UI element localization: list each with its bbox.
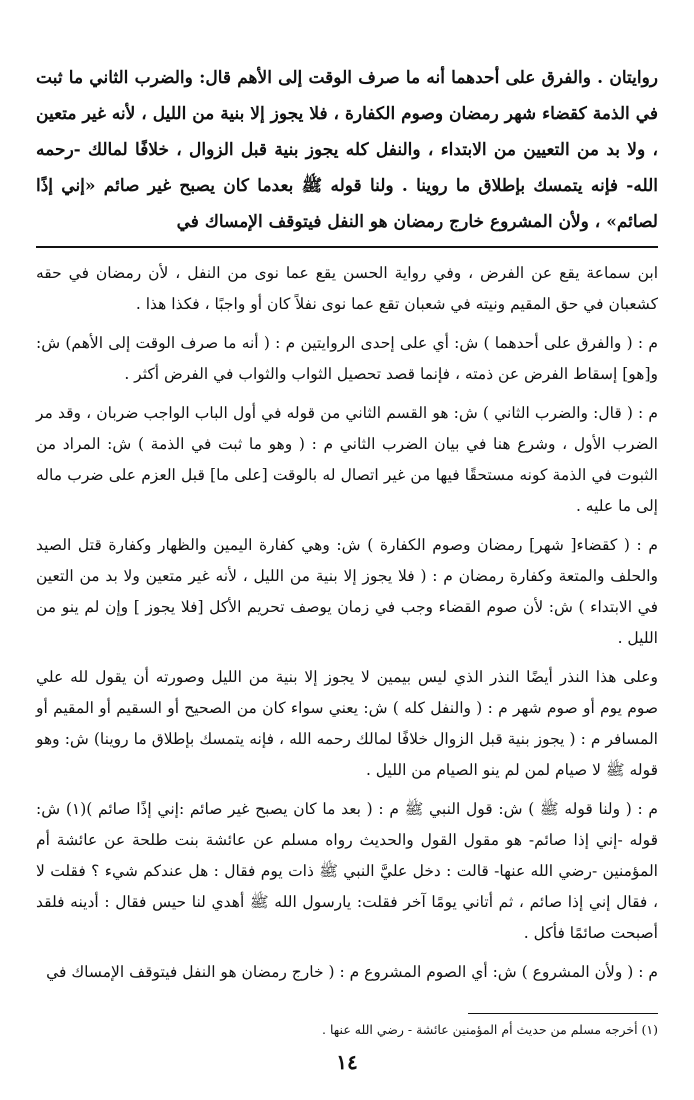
commentary-section	[36, 258, 658, 988]
page-number: ١٤	[336, 1050, 358, 1074]
footnote-divider	[468, 1013, 658, 1014]
main-text: روايتان . والفرق على أحدهما أنه ما صرف الوقت إلى الأهم قال: والضرب الثاني ما ثبت في الذمة كقضاء شهر رمضان وصوم الكفارة ، فلا يجوز إلا بنية من الليل ، لأنه غير متعين ، ولا بد من التعيين من الابتداء ، والنفل كله يجوز بنية قبل الزوال ، خلافًا لمالك -رحمه الله- فإنه يتمسك بإطلاق ما روينا . ولنا قوله ﷺ بعدما كان يصبح غير صائم «إني إذًا لصائم» ، ولأن المشروع خارج رمضان هو النفل فيتوقف الإمساك في	[36, 68, 658, 232]
commentary-paragraph: م : ( والفرق على أحدهما ) ش: أي على إحدى الروايتين م : ( أنه ما صرف الوقت إلى الأهم) ش: و[هو] إسقاط الفرض عن ذمته ، فإنما قصد تحصيل الثواب والثواب في الفرض أكثر .	[36, 334, 658, 383]
commentary-paragraph: م : ( كقضاء[ شهر] رمضان وصوم الكفارة ) ش: وهي كفارة اليمين والظهار وكفارة قتل الصيد والحلف والمتعة وكفارة رمضان م : ( فلا يجوز إلا بنية من الليل ، لأنه غير متعين ولا بد من التعين في الابتداء ) ش: لأن صوم القضاء وجب في زمان يوصف تحريم الأكل [فلا يجوز ] وإن لم ينو من الليل .	[36, 536, 658, 647]
commentary-paragraph: م : ( قال: والضرب الثاني ) ش: هو القسم الثاني من قوله في أول الباب الواجب ضربان ، وقد مر الضرب الأول ، وشرع هنا في بيان الضرب الثاني م : ( وهو ما ثبت في الذمة ) ش: المراد من الثبوت في الذمة كونه مستحقًا فيها من غير اتصال له بالوقت [على ما] قبل العزم على ضرب ماله إلى ما عليه .	[36, 404, 658, 515]
text-divider	[36, 246, 658, 248]
commentary-paragraph: ابن سماعة يقع عن الفرض ، وفي رواية الحسن يقع عما نوى من النفل ، لأن رمضان في حقه كشعبان في حق المقيم ونيته في شعبان تقع عما نوى نفلاً كان أو واجبًا ، فكذا هذا .	[36, 264, 658, 313]
footnote: (١) أخرجه مسلم من حديث أم المؤمنين عائشة - رضي الله عنها .	[322, 1022, 658, 1037]
commentary-paragraph: م : ( ولنا قوله ﷺ ) ش: قول النبي ﷺ م : ( بعد ما كان يصبح غير صائم :إني إذًا صائم )(١) ش: قوله -إني إذا صائم- هو مقول القول والحديث رواه مسلم عن عائشة بنت طلحة عن عائشة أم المؤمنين -رضي الله عنها- قالت : دخل عليَّ النبي ﷺ ذات يوم فقال : هل عندكم شيء ؟ فقلت لا ، فقال إني إذا صائم ، ثم أتاني يومًا آخر فقلت: يارسول الله ﷺ أهدي لنا حيس فقال : أدينه فلقد أصبحت صائمًا فأكل .	[36, 800, 659, 942]
commentary-paragraph: م : ( ولأن المشروع ) ش: أي الصوم المشروع م : ( خارج رمضان هو النفل فيتوقف الإمساك في	[46, 963, 658, 981]
commentary-paragraph: وعلى هذا النذر أيضًا النذر الذي ليس بيمين لا يجوز إلا بنية من الليل وصورته أن يقول لله علي صوم يوم أو صوم شهر م : ( والنفل كله ) ش: يعني سواء كان من الصحيح أو السقيم أو المقيم أو المسافر م : ( يجوز بنية قبل الزوال خلافًا لمالك رحمه الله ، فإنه يتمسك بإطلاق ما روينا) ش: وهو قوله ﷺ لا صيام لمن لم ينو الصيام من الليل .	[36, 668, 658, 779]
page-body	[36, 60, 658, 996]
